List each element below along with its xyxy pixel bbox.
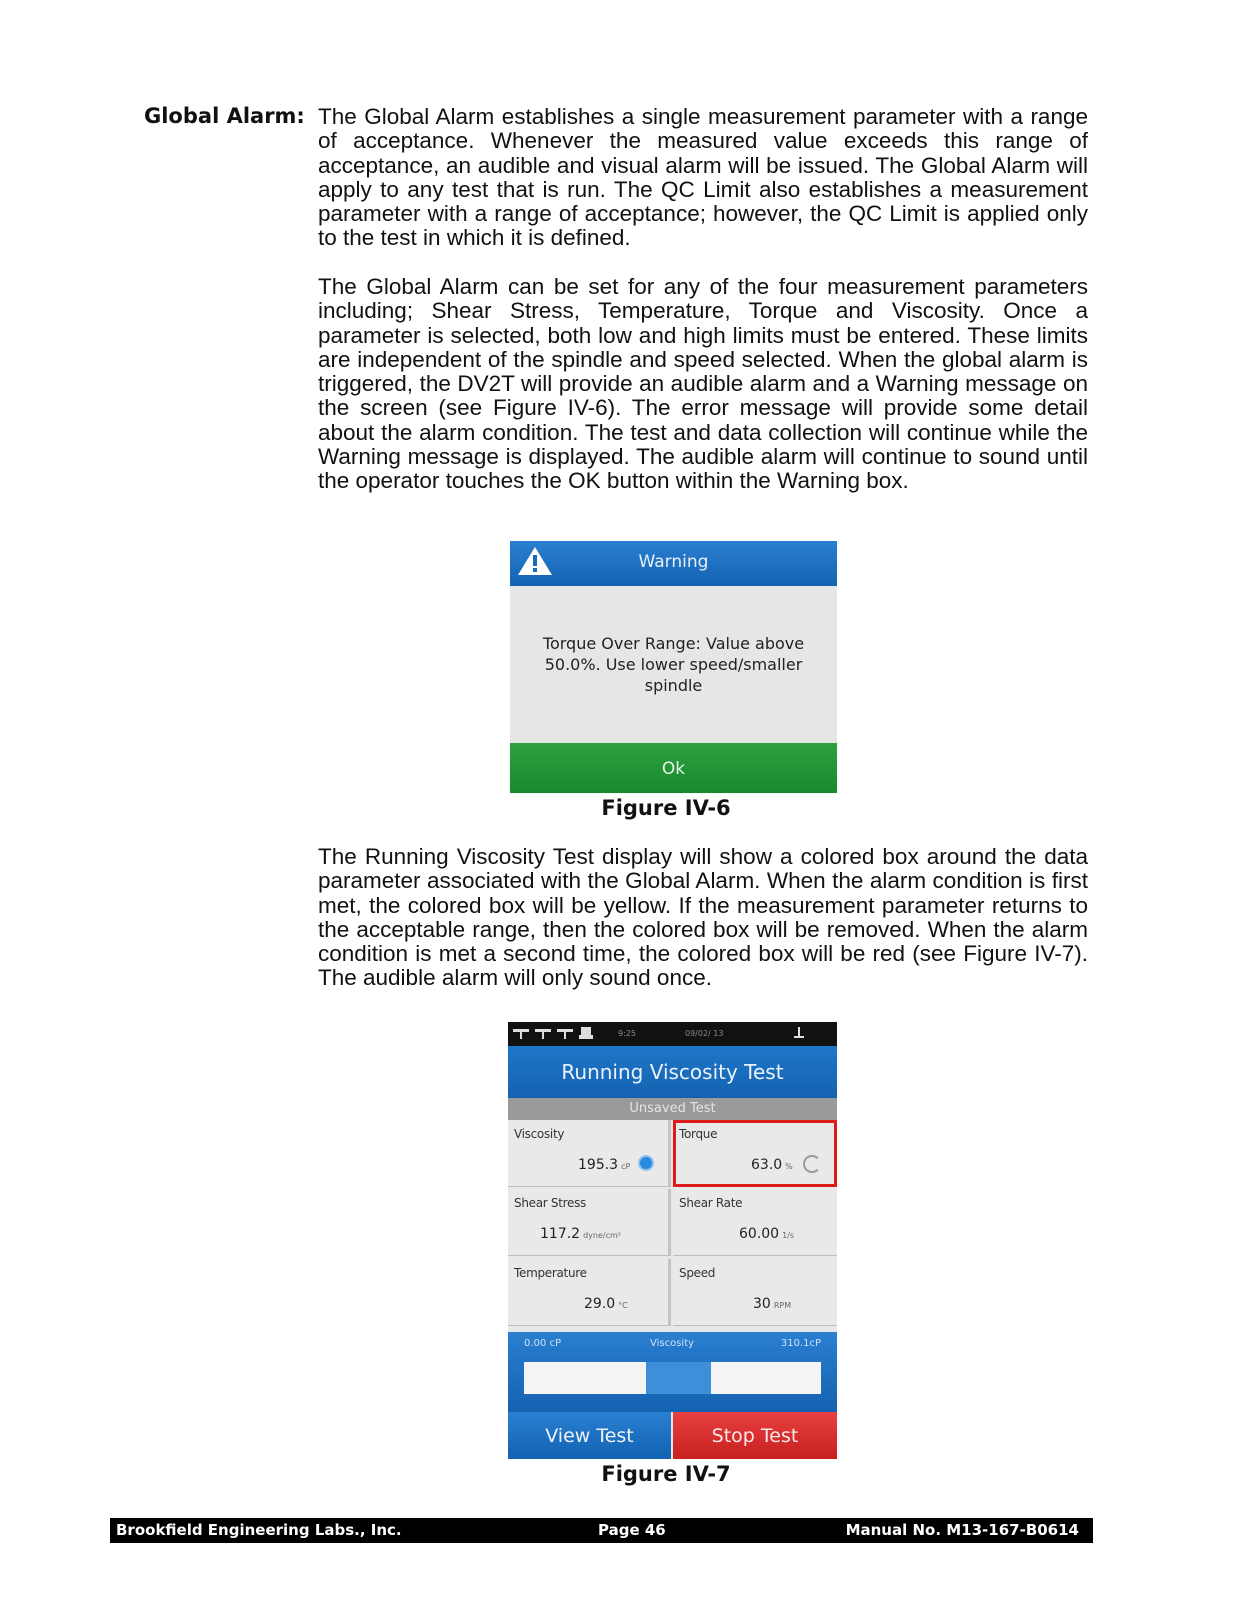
cell-label: Speed [679,1266,716,1280]
cell-value: 117.2 dyne/cm² [540,1226,621,1242]
page-footer [110,1518,1093,1543]
cell-label: Torque [679,1127,718,1141]
loading-spinner-icon [803,1155,821,1173]
footer-page-number: Page 46 [598,1521,666,1539]
warning-message: Torque Over Range: Value above 50.0%. Use lower speed/smaller spindle [542,634,805,695]
cell-value: 63.0 % [751,1157,793,1173]
screen-subtitle: Unsaved Test [508,1098,837,1120]
figure-caption: Figure IV-6 [601,796,731,820]
ok-button[interactable]: Ok [510,743,837,793]
paragraph-global-alarm-parameters: The Global Alarm can be set for any of the four measurement parameters including; Shear Stress, Temperature, Torque and Viscosity. Once a parameter is selected, both low and high limits must be entered. These limits are independent of the spindle and speed selected. When the global alarm is triggered, the DV2T will provide an audible alarm and a Warning message on the screen (see Figure IV-6). The error message will provide some detail about the alarm condition. The test and data collection will continue while the Warning message is displayed. The audible alarm will continue to sound until the operator touches the OK button within the Warning box. [318,274,1088,494]
printer-icon [578,1026,594,1040]
status-bar [508,1022,837,1046]
status-time: 9:25 [618,1029,636,1038]
motor-status-icon [534,1026,552,1040]
viscosity-cell [508,1120,671,1187]
footer-manual-number: Manual No. M13-167-B0614 [845,1521,1079,1539]
shear-stress-cell [508,1189,671,1256]
screen-title: Running Viscosity Test [508,1046,837,1120]
cell-label: Shear Stress [514,1196,586,1210]
bar-min-label: 0.00 cP [524,1338,561,1349]
cell-label: Temperature [514,1266,587,1280]
stop-test-button[interactable]: Stop Test [673,1412,837,1459]
shear-rate-cell [673,1189,837,1256]
viscosity-range-bar [508,1332,837,1412]
cell-label: Viscosity [514,1127,565,1141]
footer-company: Brookfield Engineering Labs., Inc. [116,1521,402,1539]
bar-fill [646,1362,711,1394]
status-date: 09/02/ 13 [685,1029,724,1038]
paragraph-global-alarm-intro: The Global Alarm establishes a single measurement parameter with a range of acceptance. Whenever the measured value exceeds this range of acceptance, an audible and visual alarm will be issued. The Global Alarm will apply to any test that is run. The QC Limit also establishes a measurement parameter with a range of acceptance; however, the QC Limit is applied only to the test in which it is defined. [318,104,1088,251]
torque-cell-alarm [673,1120,837,1187]
bar-max-label: 310.1cP [780,1338,821,1349]
speed-cell [673,1259,837,1326]
bar-name-label: Viscosity [650,1338,695,1349]
view-test-button[interactable]: View Test [508,1412,671,1459]
figure-caption: Figure IV-7 [601,1462,731,1486]
active-indicator-icon [638,1155,654,1171]
cell-value: 60.00 1/s [739,1226,795,1242]
temperature-cell [508,1259,671,1326]
warning-header [510,541,837,586]
paragraph-running-test-display: The Running Viscosity Test display will show a colored box around the data parameter associated with the Global Alarm. When the alarm condition is first met, the colored box will be yellow. If the measurement parameter returns to the acceptable range, then the colored box will be removed. When the alarm condition is met a second time, the colored box will be red (see Figure IV-7). The audible alarm will only sound once. [318,844,1088,991]
cell-value: 29.0 °C [584,1296,628,1312]
cell-value: 195.3 cP [578,1157,631,1173]
warning-title: Warning [638,552,709,572]
section-heading: Global Alarm: [144,104,305,128]
spindle-status-icon [512,1026,530,1040]
cell-label: Shear Rate [679,1196,743,1210]
warning-dialog [510,541,837,793]
bar-track [524,1362,821,1394]
running-viscosity-test-screen [508,1022,837,1459]
cell-value: 30 RPM [753,1296,792,1312]
usb-icon [791,1026,807,1040]
probe-status-icon [556,1026,574,1040]
